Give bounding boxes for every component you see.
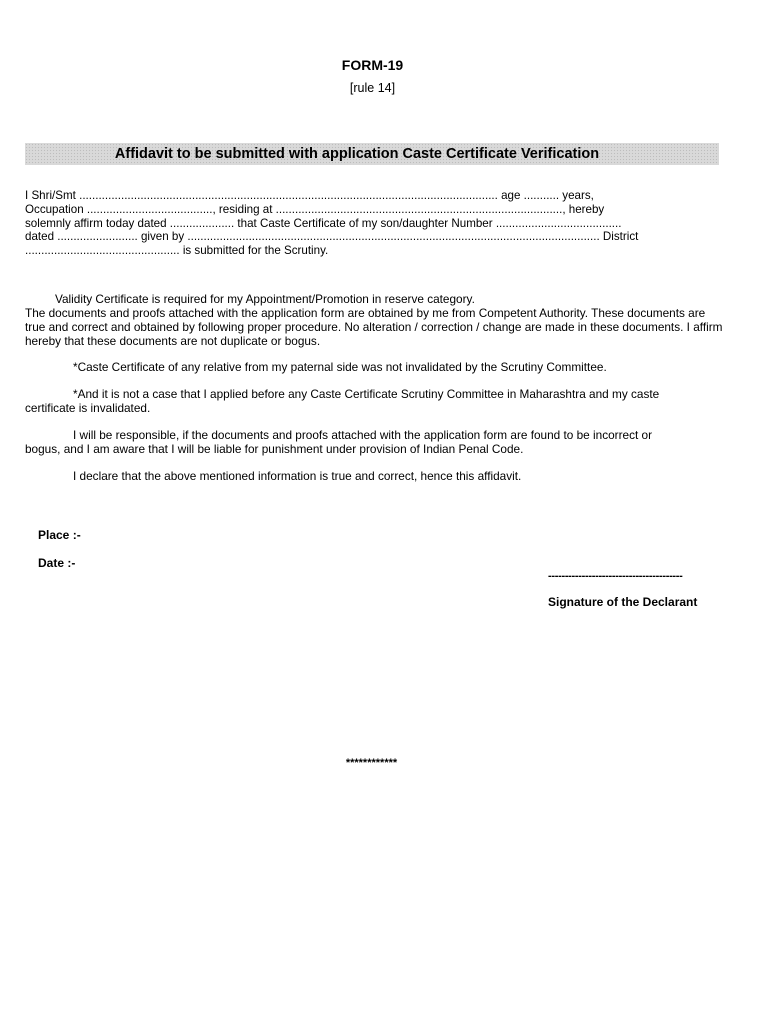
declarant-name-line: I Shri/Smt .................................................................................................................................. age ........... years, <box>25 189 594 202</box>
affirmation-date-line: solemnly affirm today dated .................... that Caste Certificate of my son/daughter Number ....................................... <box>25 216 622 230</box>
place-label: Place :- <box>38 528 81 542</box>
date-label: Date :- <box>38 556 76 570</box>
prior-application-first-line: *And it is not a case that I applied before any Caste Certificate Scrutiny Committee in Maharashtra and my caste <box>73 387 660 401</box>
document-title: Affidavit to be submitted with application Caste Certificate Verification <box>114 146 600 162</box>
prior-application-paragraph <box>25 387 725 415</box>
certificate-issue-line: dated ......................... given by ................................................................................................................................ District <box>25 230 639 244</box>
declaration-text: I declare that the above mentioned information is true and correct, hence this affidavit. <box>73 469 522 483</box>
form-number: FORM-19 <box>341 57 404 73</box>
documents-statement: The documents and proofs attached with the application form are obtained by me from Competent Authority. These documents are true and correct and obtained by following proper procedure. No alteration / correction / change are made in these documents. I affirm hereby that these documents are not duplicate or bogus. <box>25 306 723 348</box>
paternal-relative-paragraph <box>25 360 725 374</box>
signature-line: ---------------------------------------- <box>548 570 683 582</box>
declaration-paragraph <box>25 469 725 483</box>
signature-label: Signature of the Declarant <box>548 595 698 609</box>
title-banner <box>25 143 719 165</box>
responsibility-rest: bogus, and I am aware that I will be liable for punishment under provision of Indian Penal Code. <box>25 442 524 456</box>
end-of-document-mark: ************ <box>345 757 398 769</box>
form-rule: [rule 14] <box>349 81 396 95</box>
prior-application-rest: certificate is invalidated. <box>25 401 151 415</box>
declarant-details-block <box>25 189 725 258</box>
responsibility-first-line: I will be responsible, if the documents and proofs attached with the application form are found to be incorrect or <box>73 428 653 442</box>
validity-paragraph <box>25 292 725 348</box>
occupation-residence-line: Occupation ......................................., residing at ........................................................................................., hereby <box>25 202 605 216</box>
responsibility-paragraph <box>25 428 725 456</box>
validity-first-line: Validity Certificate is required for my Appointment/Promotion in reserve category. <box>55 292 475 306</box>
paternal-relative-text: *Caste Certificate of any relative from my paternal side was not invalidated by the Scrutiny Committee. <box>73 360 607 374</box>
district-scrutiny-line: ................................................ is submitted for the Scrutiny. <box>25 244 329 258</box>
